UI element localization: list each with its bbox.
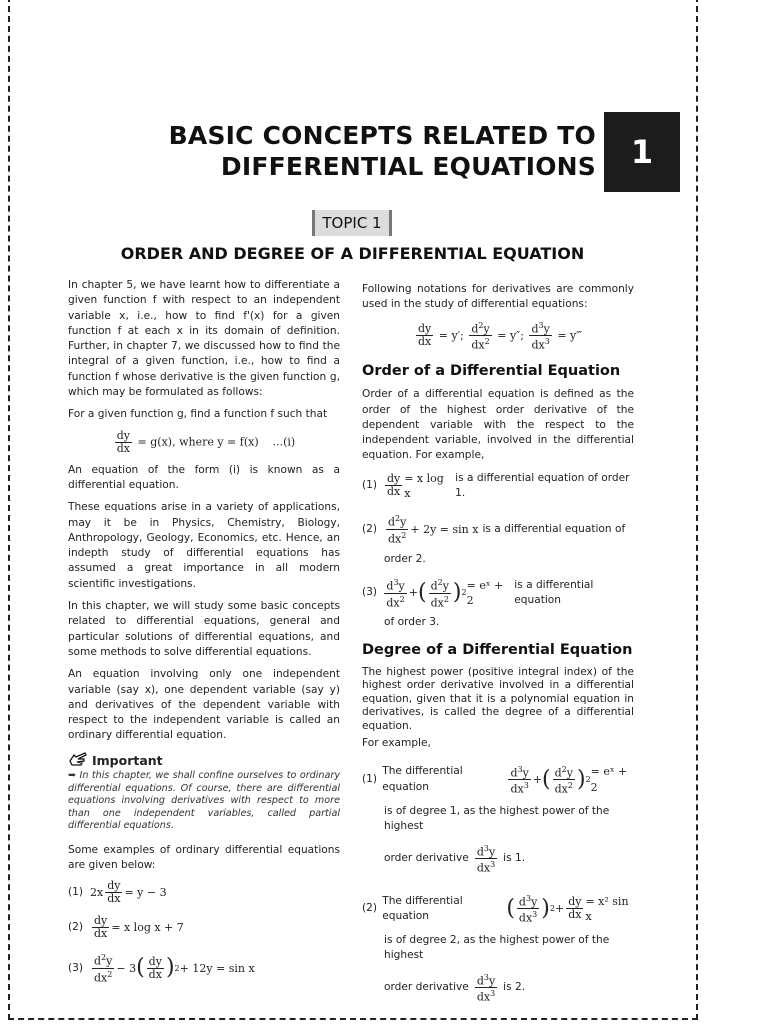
order-heading: Order of a Differential Equation bbox=[362, 362, 621, 379]
paragraph: An equation involving only one independent variable (say x), one dependent variable (say y) and derivatives of the dependent variable with respect to the independent variable is called an ordinary differential equation. bbox=[68, 668, 340, 742]
degree-example-2: (2) The differential equation ( $\frac{d^3y}{dx^3}$ ) 2 + $\frac{dy}{dx}$ = x² sin x bbox=[362, 893, 629, 926]
degree-example-2-derivative: order derivative $\frac{d^3y}{dx^3}$ is 2. bbox=[384, 972, 526, 1005]
degree-example-1-derivative: order derivative $\frac{d^3y}{dx^3}$ is 1. bbox=[384, 843, 526, 875]
equation-i: $\frac{dy}{dx}$ = g(x), where y = f(x) ...(i) bbox=[116, 428, 296, 455]
paragraph: Some examples of ordinary differential equations are given below: bbox=[68, 843, 340, 871]
left-column bbox=[68, 278, 340, 990]
topic-label: TOPIC 1 bbox=[312, 210, 392, 236]
important-text: ➥ In this chapter, we shall confine ourselves to ordinary differential equations. Of course, there are differential equations involving derivatives with respect to more than one independent variables, called partial differential equations. bbox=[68, 770, 340, 832]
order-example-3-cont: of order 3. bbox=[384, 616, 440, 629]
paragraph: Following notations for derivatives are commonly used in the study of differential equations: bbox=[362, 283, 634, 311]
paragraph: In chapter 5, we have learnt how to differentiate a given function f with respect to an independent variable x, i.e., how to find f'(x) for a given function f at each x in its domain of definition. Further, in chapter 7, we discussed how to find the integral of a given function, i.e., how to find a function f whose derivative is the given function g, which may be formulated as follows: bbox=[68, 279, 340, 399]
example-1: (1) 2x $\frac{dy}{dx}$ = y − 3 bbox=[68, 879, 167, 906]
order-example-2: (2) $\frac{d^2y}{dx^2}$ + 2y = sin x is a differential equation of bbox=[362, 514, 626, 546]
paragraph: For example, bbox=[362, 737, 431, 750]
example-2: (2) $\frac{dy}{dx}$ = x log x + 7 bbox=[68, 914, 184, 941]
important-label: Important bbox=[92, 752, 163, 768]
equation-text: = g(x), where y = f(x) bbox=[137, 435, 259, 449]
degree-example-1: (1) The differential equation $\frac{d^3y}{dx^3}$ + ( $\frac{d^2y}{dx^2}$ ) 2 = eˣ + 2 bbox=[362, 764, 628, 796]
order-example-3: (3) $\frac{d^3y}{dx^2}$ + ( $\frac{d^2y}{dx^2}$ ) 2 = eˣ + 2 is a differential equation bbox=[362, 577, 594, 610]
example-3: (3) $\frac{d^2y}{dx^2}$ − 3 ( $\frac{dy}{dx}$ ) 2 + 12y = sin x bbox=[68, 953, 255, 985]
order-example-2-cont: order 2. bbox=[384, 552, 426, 565]
important-box bbox=[68, 751, 340, 833]
pointing-hand-icon bbox=[68, 751, 88, 770]
order-example-1: (1) $\frac{dy}{dx}$ = x log x is a differential equation of order 1. bbox=[362, 471, 630, 500]
paragraph: An equation of the form (i) is known as a differential equation. bbox=[68, 463, 340, 491]
right-column bbox=[362, 282, 634, 1010]
chapter-title bbox=[169, 120, 596, 182]
paragraph: For a given function g, find a function f such that bbox=[68, 408, 328, 421]
important-heading bbox=[68, 751, 340, 770]
paragraph: The highest power (positive integral index) of the highest order derivative involved in a differential equation, given that it is a polynomial equation in derivatives, is called the degree of a differential equation. bbox=[362, 665, 634, 732]
section-title: ORDER AND DEGREE OF A DIFFERENTIAL EQUATION bbox=[120, 244, 585, 263]
notation-equation: $\frac{dy}{dx}$ = y′; $\frac{d^2y}{dx^2}$ = y″; $\frac{d^3y}{dx^3}$ = y‴ bbox=[417, 320, 582, 352]
degree-example-2-cont: is of degree 2, as the highest power of the highest bbox=[384, 934, 610, 962]
degree-example-1-cont: is of degree 1, as the highest power of the highest bbox=[384, 804, 610, 833]
paragraph: In this chapter, we will study some basic concepts related to differential equations, general and particular solutions of differential equations, and some methods to solve differential equations. bbox=[68, 600, 340, 658]
degree-heading: Degree of a Differential Equation bbox=[362, 641, 633, 658]
equation-label: ...(i) bbox=[272, 435, 296, 449]
paragraph: Order of a differential equation is defined as the order of the highest order derivative of the dependent variable with the respect to the independent variable, involved in the differential equation. For example, bbox=[362, 388, 634, 462]
chapter-number-badge: 1 bbox=[604, 112, 680, 192]
chapter-title-line1: BASIC CONCEPTS RELATED TO bbox=[168, 121, 596, 150]
chapter-title-line2: DIFFERENTIAL EQUATIONS bbox=[220, 152, 596, 181]
paragraph: These equations arise in a variety of applications, may it be in Physics, Chemistry, Biology, Anthropology, Geology, Economics, etc. Hence, an indepth study of differential equations has assumed a great importance in all modern scientific investigations. bbox=[68, 501, 340, 590]
